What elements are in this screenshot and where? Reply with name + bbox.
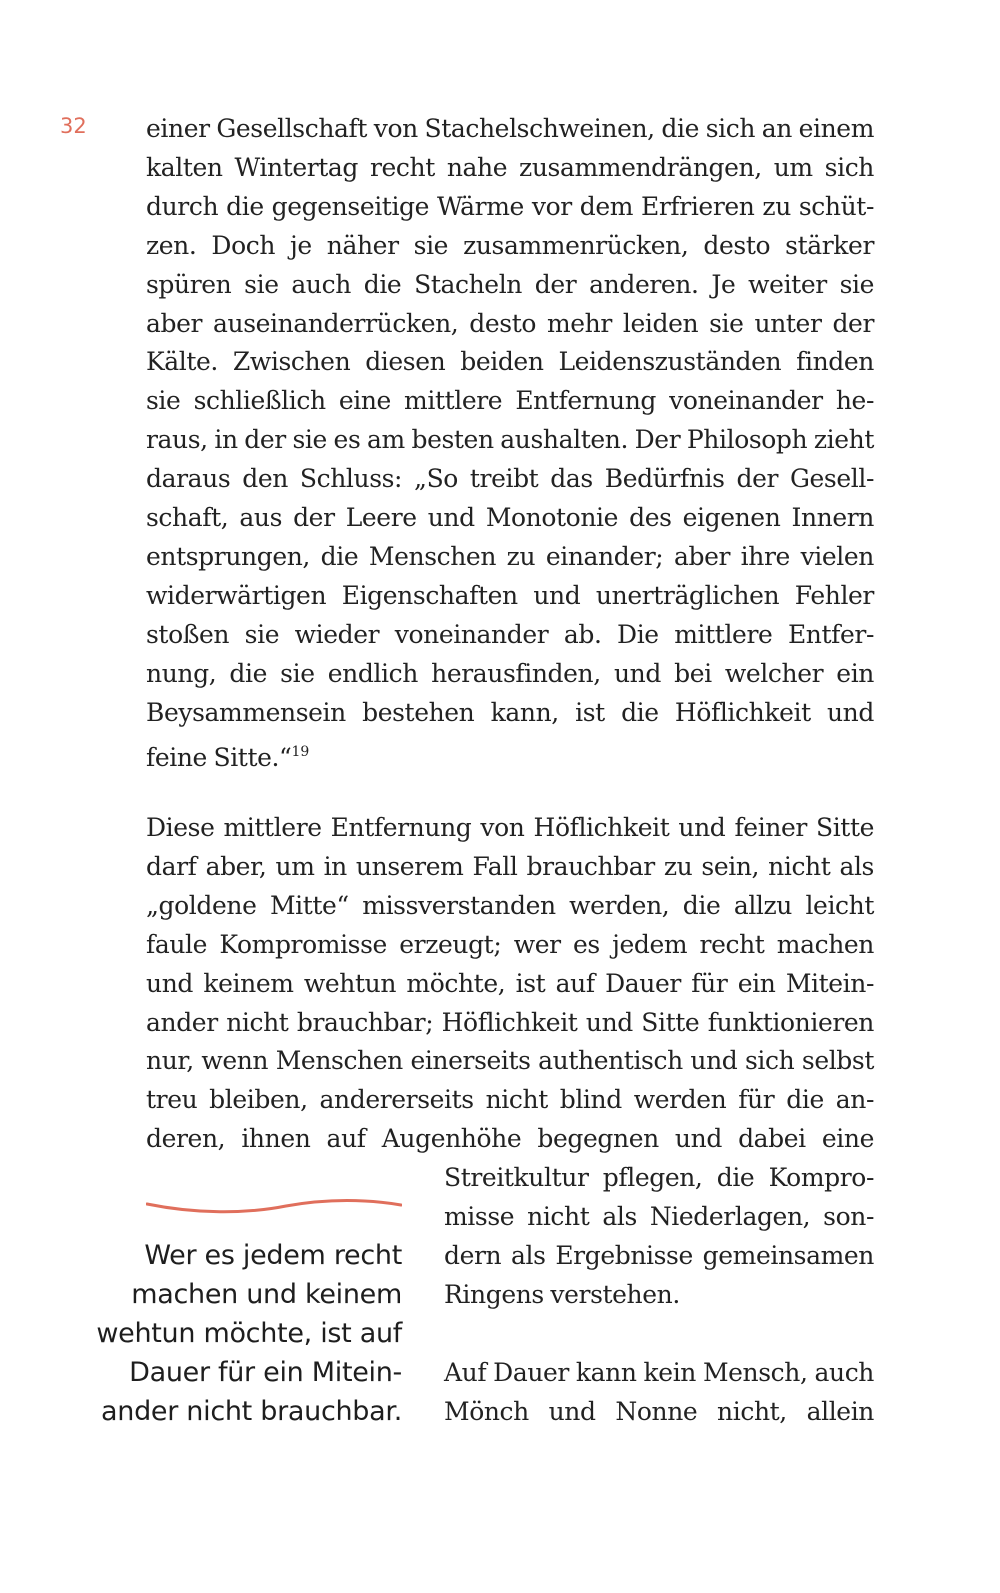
paragraph-golden-mean bbox=[146, 809, 874, 1159]
text-line: ander nicht brauchbar; Höflichkeit und Sitte funktionieren bbox=[146, 1007, 874, 1037]
text-line: stoßen sie wieder voneinander ab. Die mittlere Entfer- bbox=[146, 619, 874, 649]
text-line: spüren sie auch die Stacheln der anderen. Je weiter sie bbox=[146, 269, 874, 299]
text-line: entsprungen, die Menschen zu einander; aber ihre vielen bbox=[146, 541, 874, 571]
text-line: kalten Wintertag recht nahe zusammendrängen, um sich bbox=[146, 152, 874, 182]
paragraph-hedgehog-parable bbox=[146, 110, 874, 777]
pull-quote-line: wehtun möchte, ist auf bbox=[96, 1318, 402, 1349]
pull-quote-line: ander nicht brauchbar. bbox=[101, 1396, 402, 1427]
text-line: treu bleiben, andererseits nicht blind werden für die an- bbox=[146, 1085, 874, 1115]
footnote-marker: 19 bbox=[291, 743, 310, 760]
text-line: Ringens verstehen. bbox=[444, 1279, 680, 1309]
text-line: aber auseinanderrücken, desto mehr leiden sie unter der bbox=[146, 308, 874, 338]
text-line: schaft, aus der Leere und Monotonie des eigenen Innern bbox=[146, 503, 874, 533]
text-line: widerwärtigen Eigenschaften und unerträglichen Fehler bbox=[146, 580, 874, 610]
wavy-divider-line bbox=[146, 1196, 402, 1220]
text-line: daraus den Schluss: „So treibt das Bedürfnis der Gesell- bbox=[146, 464, 874, 494]
text-line: faule Kompromisse erzeugt; wer es jedem recht machen bbox=[146, 929, 874, 959]
text-line: Kälte. Zwischen diesen beiden Leidenszuständen finden bbox=[146, 347, 874, 377]
text-line: darf aber, um in unserem Fall brauchbar zu sein, nicht als bbox=[146, 851, 874, 881]
pull-quote-line: Dauer für ein Mitein- bbox=[129, 1357, 402, 1388]
text-line-last bbox=[146, 733, 874, 778]
text-line: deren, ihnen auf Augenhöhe begegnen und dabei eine bbox=[146, 1124, 874, 1154]
text-line: raus, in der sie es am besten aushalten. Der Philosoph zieht bbox=[146, 425, 874, 455]
text-line: Beysammensein bestehen kann, ist die Höflichkeit und bbox=[146, 697, 874, 727]
text-line: zen. Doch je näher sie zusammenrücken, desto stärker bbox=[146, 230, 874, 260]
paragraph-alone bbox=[444, 1354, 874, 1432]
text-line: durch die gegenseitige Wärme vor dem Erfrieren zu schüt- bbox=[146, 191, 874, 221]
pull-quote-line: machen und keinem bbox=[131, 1279, 402, 1310]
text-line: Auf Dauer kann kein Mensch, auch bbox=[444, 1358, 874, 1387]
pull-quote bbox=[62, 1236, 402, 1431]
paragraph-golden-mean-continued bbox=[444, 1159, 874, 1315]
text-line: Mönch und Nonne nicht, allein bbox=[444, 1396, 874, 1426]
text-line-content: feine Sitte.“ bbox=[146, 742, 292, 772]
text-line: sie schließlich eine mittlere Entfernung voneinander he- bbox=[146, 386, 874, 416]
text-line: Diese mittlere Entfernung von Höflichkeit und feiner Sitte bbox=[146, 813, 874, 842]
pull-quote-line: Wer es jedem recht bbox=[144, 1240, 402, 1271]
text-line: „goldene Mitte“ missverstanden werden, die allzu leicht bbox=[146, 890, 874, 920]
page-number: 32 bbox=[60, 114, 87, 138]
text-line: nur, wenn Menschen einerseits authentisch und sich selbst bbox=[146, 1046, 874, 1076]
text-line: dern als Ergebnisse gemeinsamen bbox=[444, 1240, 874, 1270]
text-line: Streitkultur pflegen, die Kompro- bbox=[444, 1163, 874, 1192]
text-line: nung, die sie endlich herausfinden, und bei welcher ein bbox=[146, 658, 874, 688]
text-line: einer Gesellschaft von Stachelschweinen, die sich an einem bbox=[146, 114, 874, 143]
text-line: und keinem wehtun möchte, ist auf Dauer für ein Mitein- bbox=[146, 968, 874, 998]
text-line: misse nicht als Niederlagen, son- bbox=[444, 1201, 874, 1231]
